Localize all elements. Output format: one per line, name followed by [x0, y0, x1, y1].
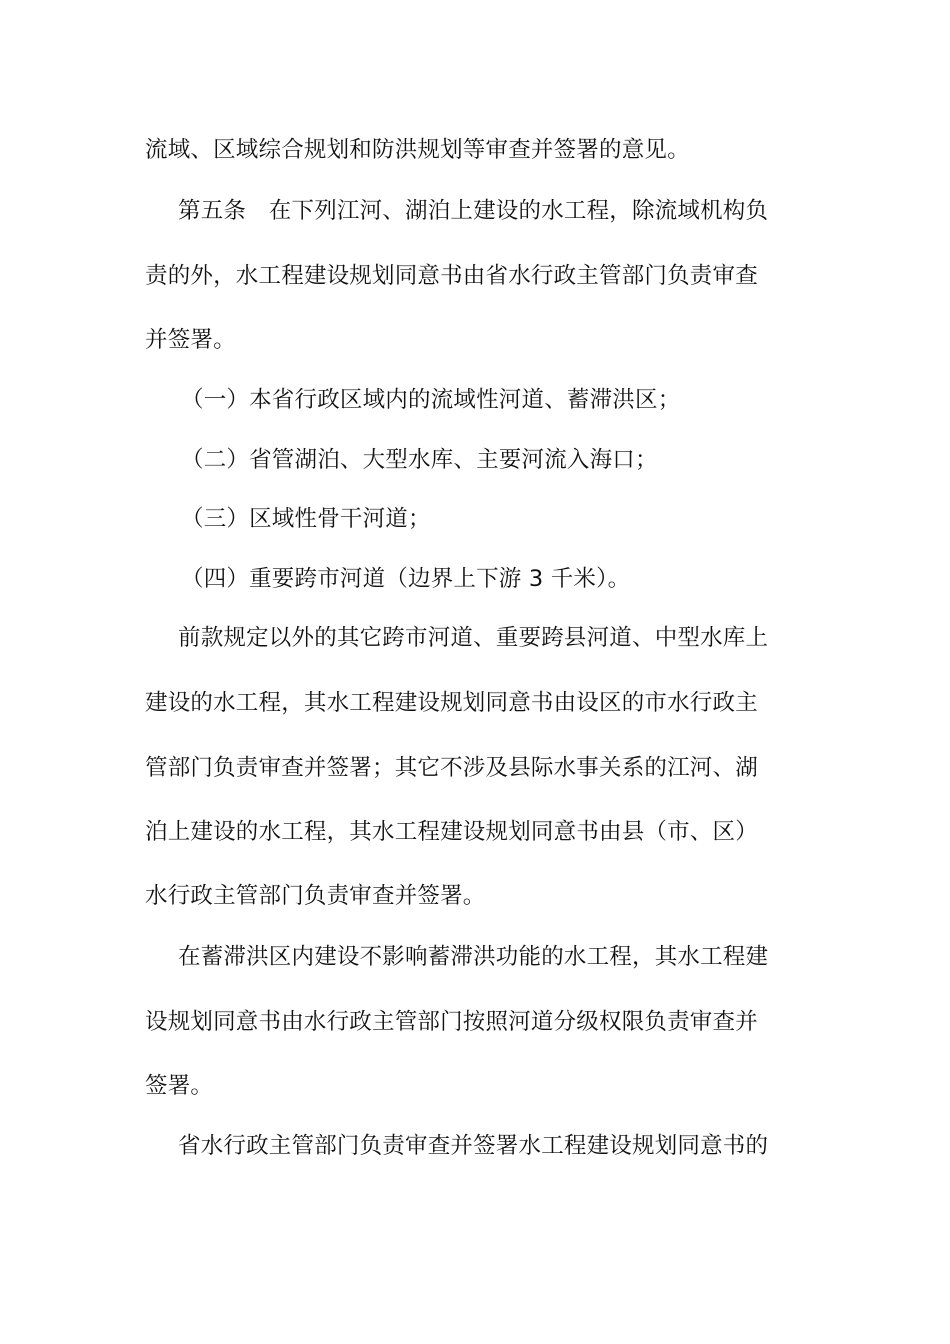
text-line: 水行政主管部门负责审查并签署。	[145, 883, 486, 909]
paragraph-first-line: 省水行政主管部门负责审查并签署水工程建设规划同意书的	[178, 1133, 769, 1159]
text-line: 建设的水工程，其水工程建设规划同意书由设区的市水行政主	[145, 690, 758, 716]
paragraph-first-line: 前款规定以外的其它跨市河道、重要跨县河道、中型水库上	[178, 625, 769, 651]
paragraph-first-line: 在蓄滞洪区内建设不影响蓄滞洪功能的水工程，其水工程建	[178, 944, 769, 970]
text-line: 并签署。	[145, 327, 236, 353]
text-line: 泊上建设的水工程，其水工程建设规划同意书由县（市、区）	[145, 819, 758, 845]
list-item-2: （二）省管湖泊、大型水库、主要河流入海口；	[181, 447, 658, 473]
article-5-first-line: 第五条 在下列江河、湖泊上建设的水工程，除流域机构负	[178, 198, 769, 224]
text-line: 流域、区域综合规划和防洪规划等审查并签署的意见。	[145, 137, 690, 163]
text-line: 责的外，水工程建设规划同意书由省水行政主管部门负责审查	[145, 263, 758, 289]
list-item-3: （三）区域性骨干河道；	[181, 506, 431, 532]
list-item-1: （一）本省行政区域内的流域性河道、蓄滞洪区；	[181, 387, 681, 413]
text-line: 管部门负责审查并签署；其它不涉及县际水事关系的江河、湖	[145, 755, 758, 781]
list-item-4: （四）重要跨市河道（边界上下游 3 千米）。	[181, 566, 631, 592]
text-line: 签署。	[145, 1073, 214, 1099]
text-line: 设规划同意书由水行政主管部门按照河道分级权限负责审查并	[145, 1009, 758, 1035]
